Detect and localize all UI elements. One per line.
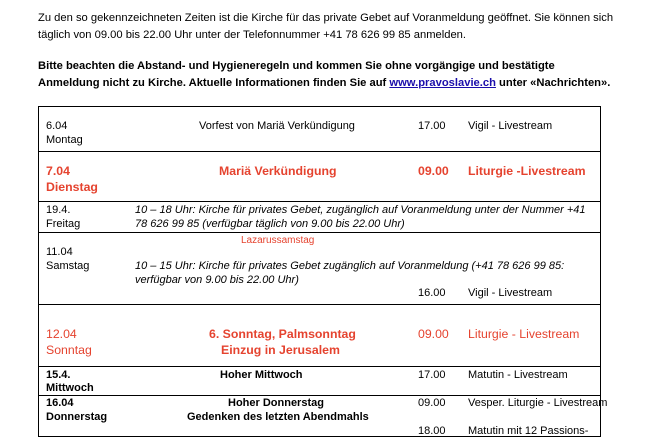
notice-text-end: unter «Nachrichten». [495, 77, 611, 89]
table-row [39, 305, 601, 367]
event-note: 10 – 18 Uhr: Kirche für privates Gebet, zugänglich auf Voranmeldung unter der Nummer +41 78 626 99 85 (verfügbar täglich von 9.00 bis 22.00 Uhr) [135, 204, 586, 230]
notice-paragraph [38, 58, 618, 92]
date: 19.4. [46, 204, 71, 216]
event-subtitle: Gedenken des letzten Abendmahls [187, 411, 369, 423]
service-name: Matutin - Livestream [468, 369, 568, 381]
date: 12.04 [46, 327, 77, 341]
service-time: 09.00 [418, 397, 446, 409]
service-name: Liturgie - Livestream [468, 327, 580, 341]
service-time: 17.00 [418, 120, 446, 132]
service-name: Vigil - Livestream [468, 287, 553, 299]
service-name: Liturgie -Livestream [468, 164, 586, 178]
website-link[interactable]: www.pravoslavie.ch [389, 77, 496, 89]
weekday: Samstag [46, 260, 90, 272]
service-time: 09.00 [418, 164, 449, 178]
event-subtitle: Einzug in Jerusalem [221, 343, 340, 357]
event-title: Mariä Verkündigung [219, 164, 337, 178]
weekday: Mittwoch [46, 382, 94, 394]
service-time: 16.00 [418, 287, 446, 299]
service-name: Vigil - Livestream [468, 120, 553, 132]
weekday: Montag [46, 134, 83, 146]
table-row [39, 152, 601, 202]
event-title: Vorfest von Mariä Verkündigung [199, 120, 355, 132]
date: 15.4. [46, 369, 71, 381]
intro-paragraph: Zu den so gekennzeichneten Zeiten ist die Kirche für das private Gebet auf Voranmeldung geöffnet. Sie können sich täglich von 09.00 bis 22.00 Uhr unter der Telefonnummer +41 78 626 99 85 anmelden. [38, 12, 614, 41]
event-title: Hoher Mittwoch [220, 369, 303, 381]
service-time: 09.00 [418, 327, 449, 341]
table-row [39, 396, 601, 437]
notice-text: Bitte beachten die Abstand- und Hygieneregeln und kommen Sie ohne vorgängige und bestätigte Anmeldung nicht zu Kirche. Aktuelle Informationen finden Sie auf [38, 60, 555, 89]
date: 7.04 [46, 164, 70, 178]
event-title: Hoher Donnerstag [228, 397, 324, 409]
date: 16.04 [46, 397, 74, 409]
table-row [39, 367, 601, 396]
event-title: 6. Sonntag, Palmsonntag [209, 327, 356, 341]
service-name-2: Matutin mit 12 Passions- [468, 425, 589, 437]
service-name: Vesper. Liturgie - Livestream [468, 397, 608, 409]
weekday: Dienstag [46, 180, 98, 194]
weekday: Donnerstag [46, 411, 108, 423]
event-note: 10 – 15 Uhr: Kirche für privates Gebet zugänglich auf Voranmeldung (+41 78 626 99 85: verfügbar von 9.00 bis 22.00 Uhr) [135, 260, 565, 286]
table-row [39, 233, 601, 305]
table-row [39, 107, 601, 152]
schedule-table [38, 106, 608, 437]
weekday: Freitag [46, 218, 81, 230]
date: 11.04 [46, 246, 73, 258]
weekday: Sonntag [46, 343, 92, 357]
table-row [39, 202, 601, 233]
event-title: Lazarussamstag [241, 235, 315, 246]
service-time: 17.00 [418, 369, 446, 381]
service-time-2: 18.00 [418, 425, 446, 437]
date: 6.04 [46, 120, 68, 132]
